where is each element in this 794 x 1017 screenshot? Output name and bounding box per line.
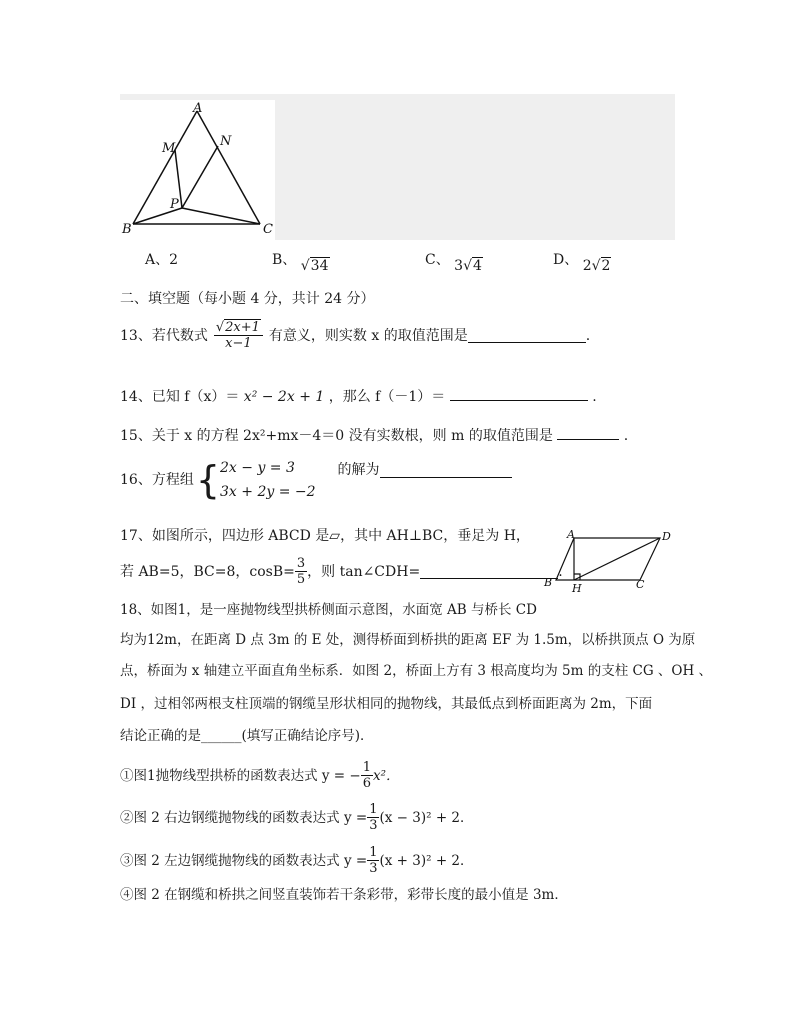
choice-c-radical: 3√4 [454, 258, 482, 274]
s1-tail: x²． [373, 767, 400, 784]
s1-frac-den: 6 [362, 776, 371, 791]
pg-label-A: A [567, 528, 575, 541]
q16-prefix: 16、方程组 [120, 472, 194, 488]
q13-suffix: 有意义，则实数 x 的取值范围是 [268, 327, 468, 344]
s3-frac-num: 1 [369, 845, 378, 860]
q17-line1: 17、如图所示，四边形 ABCD 是▱，其中 AH⊥BC，垂足为 H， [120, 528, 530, 544]
choice-b-label: B、 [272, 252, 297, 268]
q17-line2-prefix: 若 AB=5，BC=8，cosB= [120, 563, 295, 580]
choice-d [553, 250, 611, 274]
s2-tail: (x − 3)² + 2． [379, 809, 474, 826]
triangle-diagram [120, 100, 275, 240]
choice-b-value: 34 [310, 258, 329, 274]
choice-c-label: C、 [425, 252, 450, 268]
q18-statement-4: ④图 2 在钢缆和桥拱之间竖直装饰若干条彩带，彩带长度的最小值是 3m． [120, 887, 568, 903]
s3-frac-den: 3 [369, 861, 378, 876]
pg-label-D: D [662, 530, 671, 543]
choice-a-label: A、 [145, 252, 170, 268]
s1-prefix: ①图1抛物线型拱桥的函数表达式 y = − [120, 767, 361, 784]
pg-label-C: C [636, 578, 645, 591]
label-A: A [193, 101, 203, 116]
choice-a [145, 250, 178, 270]
choice-c-coef: 3 [454, 258, 464, 274]
s2-frac-den: 3 [369, 818, 378, 833]
choice-c [425, 250, 483, 274]
choice-d-value: 2 [601, 258, 611, 274]
s2-fraction [367, 802, 379, 833]
q16-eq2: 3x + 2y = −2 [220, 484, 316, 500]
q17-answer-blank[interactable] [420, 564, 558, 579]
q17-frac-num: 3 [296, 556, 306, 571]
q18-line2: 均为12m，在距离 D 点 3m 的 E 处，测得桥面到桥拱的距离 EF 为 1.5m，以桥拱顶点 O 为原 [120, 632, 696, 648]
q16-system [220, 456, 316, 504]
q13-fraction [214, 320, 263, 351]
q14-prefix: 14、已知 f（x）＝ [120, 389, 240, 405]
q18-line3: 点，桥面为 x 轴建立平面直角坐标系．如图 2，桥面上方有 3 根高度均为 5m 的支柱 CG 、OH 、 [120, 663, 713, 679]
question-16 [120, 456, 512, 504]
choice-d-coef: 2 [582, 258, 592, 274]
q18-line4: DI ，过相邻两根支柱顶端的钢缆呈形状相同的抛物线，其最低点到桥面距离为 2m，下面 [120, 696, 653, 712]
q18-line5: 结论正确的是______(填写正确结论序号)． [120, 728, 374, 744]
q18-line1: 18、如图1，是一座抛物线型拱桥侧面示意图，水面宽 AB 与桥长 CD [120, 602, 537, 618]
q13-end: . [585, 327, 591, 344]
s1-fraction [361, 760, 373, 791]
q16-suffix: 的解为 [337, 462, 380, 478]
q13-frac-den: x−1 [225, 336, 252, 351]
q18-statement-2 [120, 802, 474, 833]
q17-frac-den: 5 [296, 572, 306, 587]
q18-statement-1 [120, 760, 400, 791]
question-14 [120, 386, 597, 407]
q17-line2-suffix: ，则 tan∠CDH= [307, 563, 421, 580]
choice-a-value: 2 [169, 252, 179, 268]
s3-prefix: ③图 2 左边钢缆抛物线的函数表达式 y = [120, 852, 368, 869]
section-title: 二、填空题（每小题 4 分，共计 24 分） [120, 291, 375, 307]
s2-prefix: ②图 2 右边钢缆抛物线的函数表达式 y = [120, 809, 368, 826]
choice-d-radical: 2√2 [582, 258, 611, 274]
q17-fraction [295, 556, 307, 587]
q15-text: 15、关于 x 的方程 2x²+mx－4＝0 没有实数根，则 m 的取值范围是 [120, 428, 553, 444]
q18-statement-3 [120, 845, 474, 876]
triangle-figure [120, 100, 275, 240]
s3-fraction [367, 845, 379, 876]
q15-end: . [623, 428, 629, 444]
s3-tail: (x + 3)² + 2． [379, 852, 474, 869]
question-15 [120, 425, 628, 446]
q13-frac-num: √2x+1 [214, 320, 263, 336]
q16-brace: { [195, 458, 221, 502]
s1-frac-num: 1 [362, 760, 371, 775]
q14-answer-blank[interactable] [450, 386, 588, 401]
s2-frac-num: 1 [369, 802, 378, 817]
question-13 [120, 320, 590, 351]
label-P: P [170, 197, 179, 212]
label-C: C [263, 222, 273, 237]
choice-b [272, 250, 330, 274]
q13-prefix: 13、若代数式 [120, 327, 208, 344]
q16-eq1: 2x − y = 3 [220, 460, 295, 476]
parallelogram-figure [540, 528, 680, 598]
q14-end: . [592, 389, 597, 405]
parallelogram-diagram [540, 528, 680, 598]
label-N: N [220, 134, 232, 149]
choice-d-label: D、 [553, 252, 579, 268]
q17-end: . [558, 563, 563, 580]
q17-line2 [120, 556, 563, 587]
pg-label-H: H [572, 582, 582, 595]
label-B: B [122, 222, 132, 237]
pg-label-B: B [544, 576, 553, 589]
label-M: M [162, 141, 176, 156]
q14-mid: ，那么 f（－1）＝ [328, 389, 446, 405]
q16-answer-blank[interactable] [380, 463, 512, 478]
choice-c-value: 4 [473, 258, 482, 274]
q14-expr: x² − 2x + 1 [243, 389, 325, 405]
choice-b-radical: √34 [300, 258, 329, 274]
q13-answer-blank[interactable] [468, 328, 586, 343]
q15-answer-blank[interactable] [557, 425, 619, 440]
